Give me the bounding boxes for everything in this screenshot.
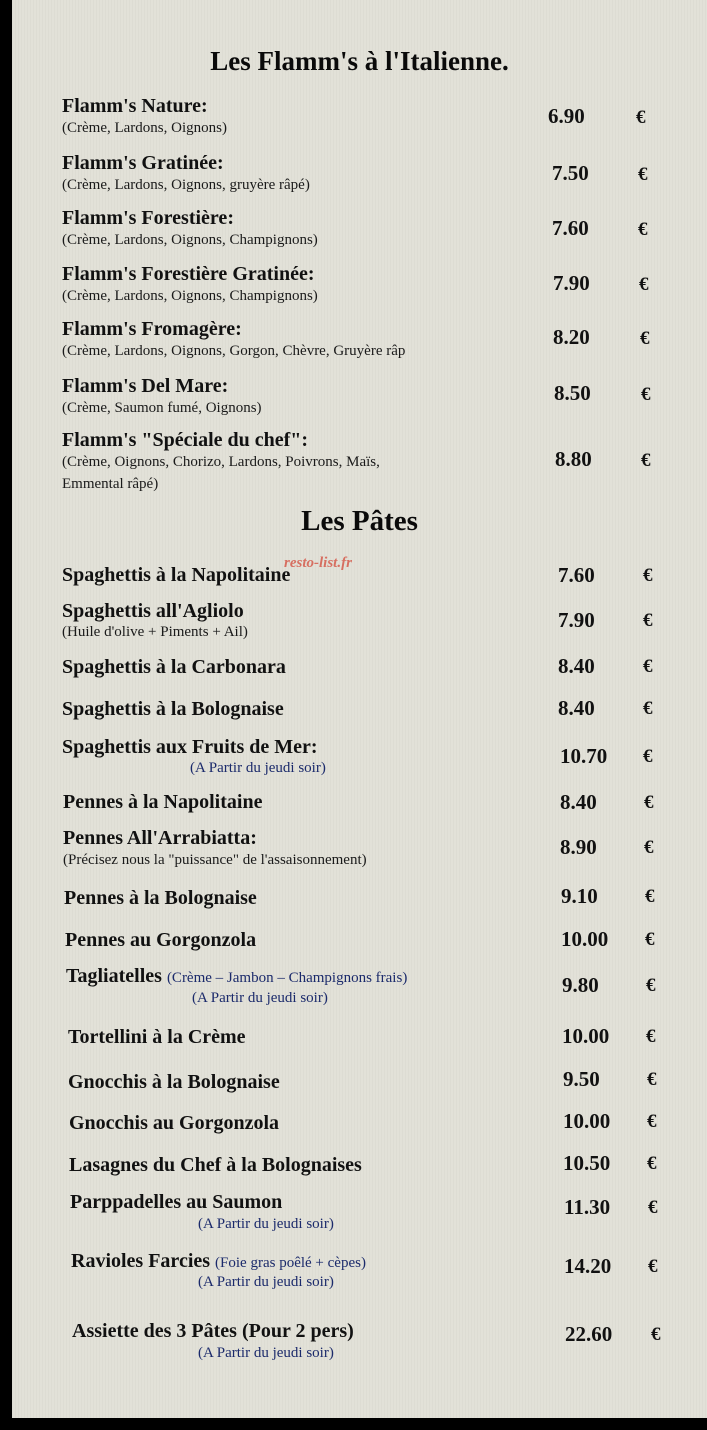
item-description: (Crème, Lardons, Oignons) <box>62 120 227 136</box>
item-price: 8.40 <box>558 654 595 678</box>
item-price: 10.70 <box>560 744 608 768</box>
item-name: Parppadelles au Saumon <box>70 1191 283 1213</box>
item-name: Pennes à la Bolognaise <box>64 887 257 909</box>
item-availability-note: (A Partir du jeudi soir) <box>198 1274 334 1290</box>
euro-symbol: € <box>651 1324 661 1345</box>
item-price: 8.80 <box>555 447 592 471</box>
item-price: 7.90 <box>553 271 590 295</box>
item-price: 8.50 <box>554 381 591 405</box>
item-name: Spaghettis à la Bolognaise <box>62 698 284 720</box>
item-name: Flamm's Forestière Gratinée: <box>62 263 315 285</box>
item-description: (Précisez nous la "puissance" de l'assaisonnement) <box>63 852 367 868</box>
item-price: 10.50 <box>563 1151 611 1175</box>
item-price: 10.00 <box>563 1109 611 1133</box>
item-description: (Crème, Lardons, Oignons, Gorgon, Chèvre, Gruyère râp <box>62 343 406 359</box>
item-price: 7.50 <box>552 161 589 185</box>
item-name: Lasagnes du Chef à la Bolognaises <box>69 1154 362 1176</box>
item-name: Gnocchis à la Bolognaise <box>68 1071 280 1093</box>
item-name: Flamm's Del Mare: <box>62 375 229 397</box>
euro-symbol: € <box>646 1026 656 1047</box>
item-name: Pennes All'Arrabiatta: <box>63 827 257 849</box>
item-name: Spaghettis all'Agliolo <box>62 600 244 622</box>
euro-symbol: € <box>638 219 648 240</box>
euro-symbol: € <box>641 384 651 405</box>
euro-symbol: € <box>640 328 650 349</box>
item-availability-note: (A Partir du jeudi soir) <box>190 760 326 776</box>
item-price: 7.90 <box>558 608 595 632</box>
item-availability-note: (A Partir du jeudi soir) <box>198 1345 334 1361</box>
item-name: Flamm's Fromagère: <box>62 318 242 340</box>
euro-symbol: € <box>648 1256 658 1277</box>
section-title-flamms: Les Flamm's à l'Italienne. <box>210 46 509 76</box>
item-price: 8.40 <box>558 696 595 720</box>
item-name: Flamm's "Spéciale du chef": <box>62 429 309 451</box>
item-price: 7.60 <box>558 563 595 587</box>
item-name: Pennes à la Napolitaine <box>63 791 263 813</box>
euro-symbol: € <box>648 1197 658 1218</box>
item-name: Spaghettis à la Napolitaine <box>62 564 291 586</box>
item-name: Flamm's Nature: <box>62 95 208 117</box>
euro-symbol: € <box>636 107 646 128</box>
euro-symbol: € <box>643 656 653 677</box>
item-name: Spaghettis à la Carbonara <box>62 656 286 678</box>
item-name-text: Tagliatelles <box>66 965 162 987</box>
item-name: Gnocchis au Gorgonzola <box>69 1112 280 1134</box>
item-price: 8.90 <box>560 835 597 859</box>
item-name: Pennes au Gorgonzola <box>65 929 257 951</box>
euro-symbol: € <box>643 698 653 719</box>
item-description: (Crème, Lardons, Oignons, gruyère râpé) <box>62 177 310 193</box>
item-price: 22.60 <box>565 1322 613 1346</box>
euro-symbol: € <box>645 929 655 950</box>
item-price: 9.50 <box>563 1067 600 1091</box>
euro-symbol: € <box>643 565 653 586</box>
euro-symbol: € <box>645 886 655 907</box>
watermark: resto-list.fr <box>284 555 352 571</box>
item-price: 11.30 <box>564 1195 611 1219</box>
item-description: (Crème, Lardons, Oignons, Champignons) <box>62 288 318 304</box>
euro-symbol: € <box>641 450 651 471</box>
euro-symbol: € <box>638 164 648 185</box>
item-description: (Crème, Lardons, Oignons, Champignons) <box>62 232 318 248</box>
item-availability-note: (A Partir du jeudi soir) <box>198 1216 334 1232</box>
euro-symbol: € <box>646 975 656 996</box>
euro-symbol: € <box>643 610 653 631</box>
item-inline-description: (Crème – Jambon – Champignons frais) <box>166 970 408 986</box>
item-price: 9.80 <box>562 973 599 997</box>
item-price: 6.90 <box>548 104 585 128</box>
item-price: 8.20 <box>553 325 590 349</box>
item-price: 10.00 <box>561 927 609 951</box>
euro-symbol: € <box>647 1153 657 1174</box>
item-price: 14.20 <box>564 1254 612 1278</box>
item-availability-note: (A Partir du jeudi soir) <box>192 990 328 1006</box>
euro-symbol: € <box>647 1111 657 1132</box>
euro-symbol: € <box>644 792 654 813</box>
euro-symbol: € <box>643 746 653 767</box>
item-description: (Huile d'olive + Piments + Ail) <box>62 624 248 640</box>
euro-symbol: € <box>647 1069 657 1090</box>
item-name: Tortellini à la Crème <box>68 1026 246 1048</box>
item-name: Flamm's Forestière: <box>62 207 234 229</box>
item-name <box>66 965 407 988</box>
section-title-pates: Les Pâtes <box>301 505 418 537</box>
item-price: 9.10 <box>561 884 598 908</box>
item-price: 8.40 <box>560 790 597 814</box>
item-name-text: Ravioles Farcies <box>71 1250 211 1272</box>
item-price: 10.00 <box>562 1024 610 1048</box>
euro-symbol: € <box>644 837 654 858</box>
item-description: (Crème, Oignons, Chorizo, Lardons, Poivrons, Maïs, <box>62 454 380 470</box>
item-price: 7.60 <box>552 216 589 240</box>
item-name: Flamm's Gratinée: <box>62 152 224 174</box>
item-name <box>71 1250 366 1273</box>
euro-symbol: € <box>639 274 649 295</box>
item-description: (Crème, Saumon fumé, Oignons) <box>62 400 262 416</box>
item-name: Assiette des 3 Pâtes (Pour 2 pers) <box>72 1320 354 1342</box>
item-name: Spaghettis aux Fruits de Mer: <box>62 736 318 758</box>
item-description-line2: Emmental râpé) <box>62 476 159 492</box>
item-inline-description: (Foie gras poêlé + cèpes) <box>215 1255 366 1271</box>
